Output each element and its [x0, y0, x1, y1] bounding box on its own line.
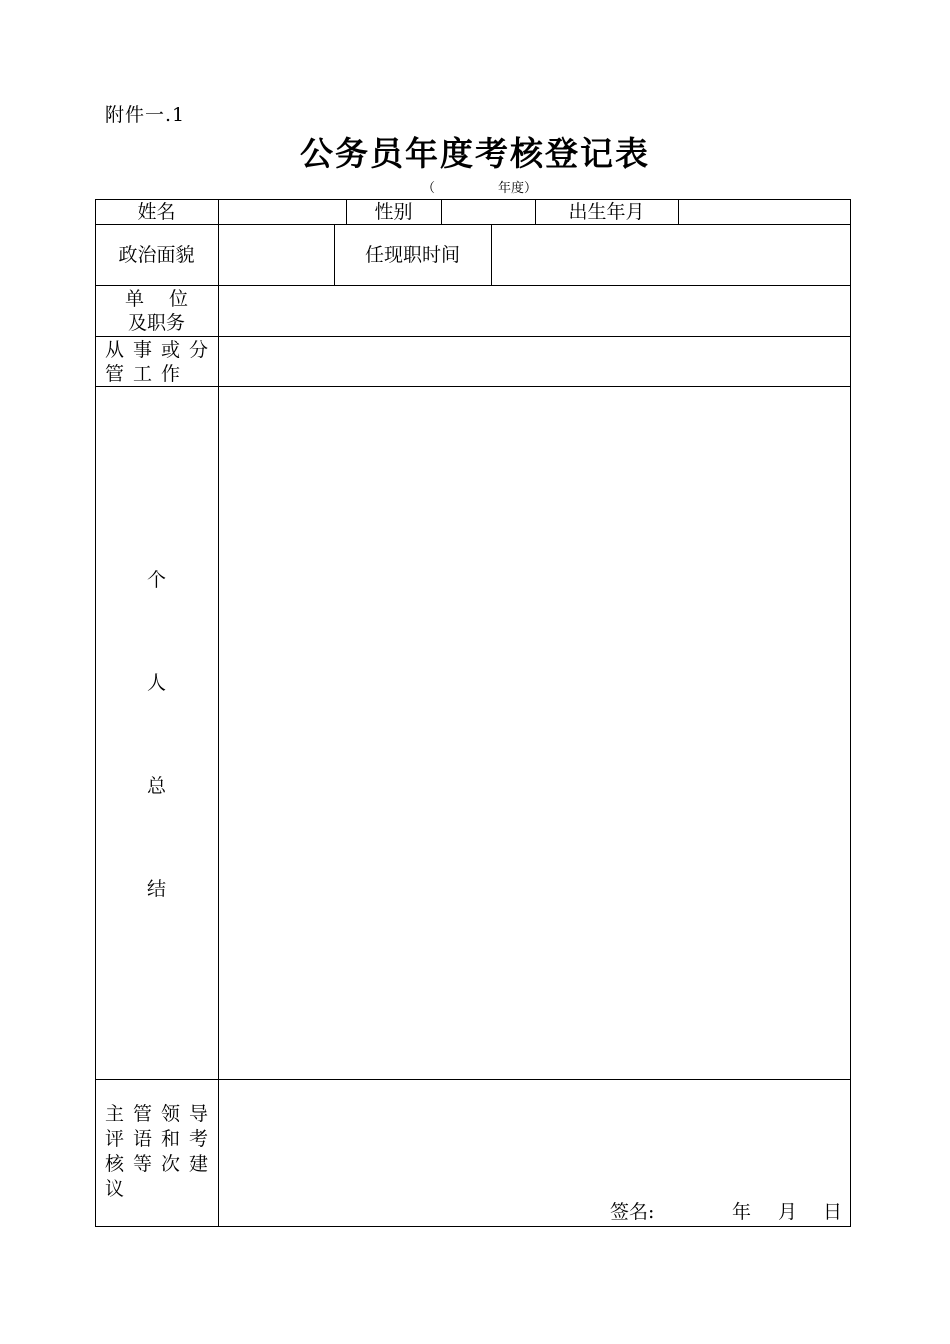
- review-label-line3: 核等次建: [105, 1153, 218, 1175]
- attachment-label: 附件一.1: [105, 104, 186, 126]
- year-open-paren: （: [422, 181, 436, 196]
- unit-position-field[interactable]: [219, 286, 850, 336]
- date-day-label: 日: [823, 1201, 843, 1223]
- review-label-line1: 主管领导: [105, 1103, 218, 1125]
- work-label-line1: 从事或分: [105, 339, 218, 361]
- signature-label: 签名:: [610, 1201, 655, 1223]
- summary-char-4: 结: [146, 878, 166, 900]
- personal-summary-field[interactable]: [219, 387, 850, 1079]
- gender-field[interactable]: [442, 200, 535, 224]
- birth-date-field[interactable]: [679, 200, 850, 224]
- date-month-label: 月: [778, 1201, 798, 1223]
- review-label-line2: 评语和考: [105, 1128, 218, 1150]
- date-year-label: 年: [732, 1201, 752, 1223]
- political-status-label: 政治面貌: [118, 244, 195, 266]
- birth-date-label: 出生年月: [568, 201, 645, 223]
- summary-char-1: 个: [146, 569, 166, 591]
- form-title: 公务员年度考核登记表: [300, 134, 650, 173]
- political-status-field[interactable]: [219, 225, 334, 285]
- unit-label-line2: 及职务: [127, 312, 185, 334]
- tenure-field[interactable]: [492, 225, 850, 285]
- work-label-line2: 管工作: [105, 363, 190, 385]
- year-label: 年度）: [498, 181, 538, 196]
- unit-label-line1: 单 位: [124, 288, 189, 310]
- gender-label: 性别: [374, 201, 413, 223]
- summary-char-2: 人: [146, 672, 166, 694]
- review-label-line4: 议: [105, 1178, 134, 1200]
- summary-char-3: 总: [146, 775, 166, 797]
- name-field[interactable]: [219, 200, 346, 224]
- registration-table: [95, 199, 851, 1227]
- leader-review-field[interactable]: [219, 1080, 850, 1200]
- name-label: 姓名: [137, 201, 176, 223]
- tenure-label: 任现职时间: [364, 244, 460, 266]
- work-field[interactable]: [219, 337, 850, 386]
